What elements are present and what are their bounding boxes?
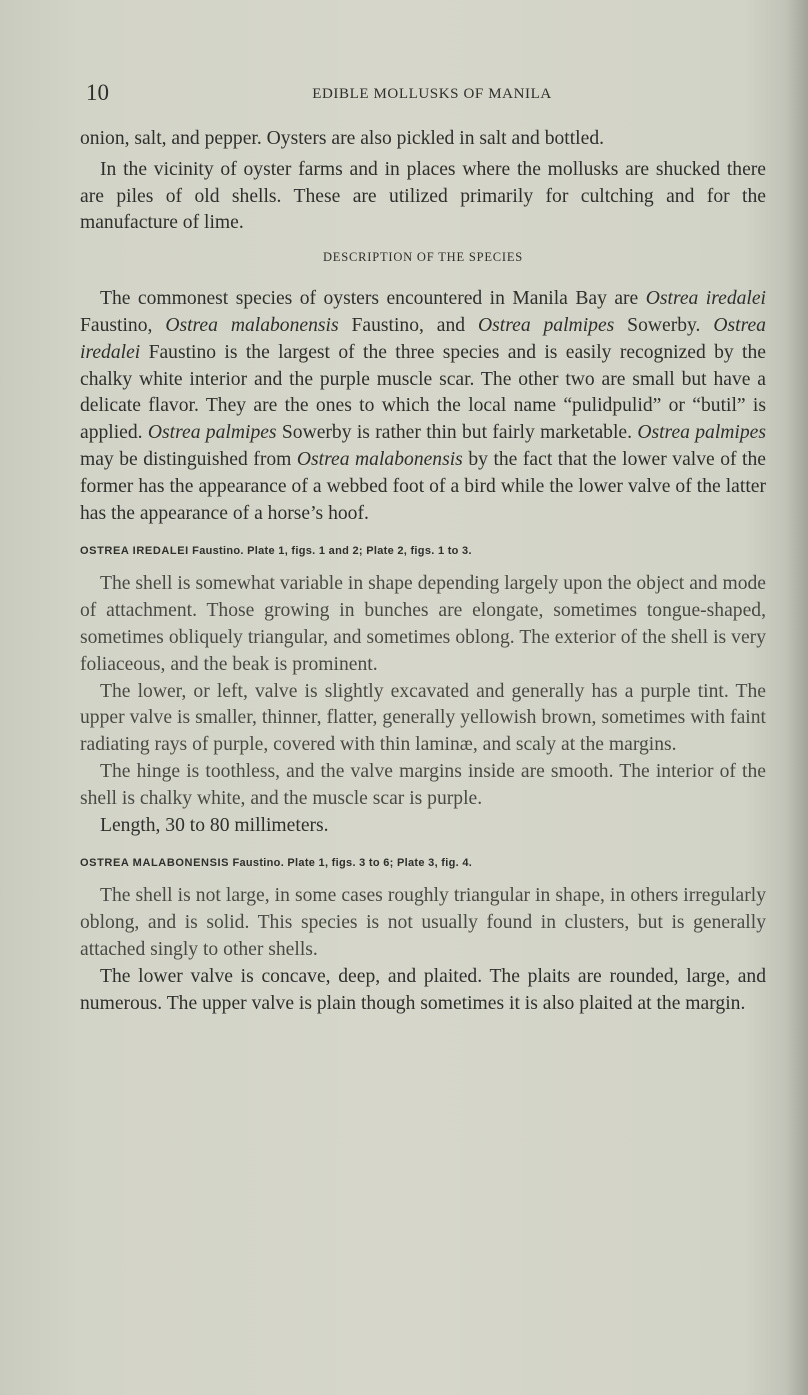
iredalei-length: Length, 30 to 80 millimeters. — [100, 814, 329, 836]
species-heading-iredalei: OSTREA IREDALEI Faustino. Plate 1, figs. 1 and 2; Plate 2, figs. 1 to 3. — [80, 545, 472, 558]
intro-paragraph-2: In the vicinity of oyster farms and in places where the mollusks are shucked there are piles of old shells. These are utilized primarily for cultching and for the manufacture of lime. — [80, 158, 766, 234]
species-name: Ostrea palmipes — [147, 422, 277, 444]
species-name: Ostrea malabonensis — [296, 448, 463, 470]
species-heading-malabonensis: OSTREA MALABONENSIS Faustino. Plate 1, figs. 3 to 6; Plate 3, fig. 4. — [80, 857, 473, 870]
page-body — [80, 126, 766, 1017]
malabonensis-paragraph-2: The lower valve is concave, deep, and plaited. The plaits are rounded, large, and numerous. The upper valve is plain though sometimes it is also plaited at the margin. — [80, 965, 766, 1014]
species-name: Ostrea palmipes — [637, 422, 766, 444]
intro-paragraph-1: onion, salt, and pepper. Oysters are also pickled in salt and bottled. — [80, 128, 605, 149]
species-name: Ostrea iredalei — [80, 314, 766, 363]
section-heading: DESCRIPTION OF THE SPECIES — [322, 250, 524, 265]
iredalei-paragraph-3: The hinge is toothless, and the valve margins inside are smooth. The interior of the shell is chalky white, and the muscle scar is purple. — [80, 760, 766, 809]
page-header — [84, 80, 770, 110]
iredalei-paragraph-1: The shell is somewhat variable in shape depending largely upon the object and mode of attachment. Those growing in bunches are elongate, sometimes tongue-shaped, sometimes obliquely triangular, and sometimes oblong. The exterior of the shell is very foliaceous, and the beak is prominent. — [80, 573, 766, 675]
malabonensis-paragraph-1: The shell is not large, in some cases roughly triangular in shape, in others irregularly oblong, and is solid. This species is not usually found in clusters, but is generally attached singly to other shells. — [80, 885, 766, 960]
running-head: EDIBLE MOLLUSKS OF MANILA — [312, 86, 552, 102]
species-name: Ostrea malabonensis — [165, 314, 339, 336]
description-paragraph: The commonest species of oysters encountered in Manila Bay are Ostrea iredalei Faustino, Ostrea malabonensis Faustino, and Ostrea palmipes Sowerby. Ostrea iredalei Faustino is the largest of the three species and is easily recognized by the chalky white interior and the purple muscle scar. The other two are small but have a delicate flavor. They are the ones to which the local name “pulidpulid” or “butil” is applied. Ostrea palmipes Sowerby is rather thin but fairly marketable. Ostrea palmipes may be distinguished from Ostrea malabonensis by the fact that the lower valve of the former has the appearance of a webbed foot of a bird while the lower valve of the latter has the appearance of a horse’s hoof. — [80, 288, 766, 524]
species-name: Ostrea palmipes — [478, 314, 615, 336]
page-edge-shadow — [786, 0, 808, 1395]
species-name: Ostrea iredalei — [645, 288, 766, 310]
iredalei-paragraph-2: The lower, or left, valve is slightly excavated and generally has a purple tint. The upper valve is smaller, thinner, flatter, generally yellowish brown, sometimes with faint radiating rays of purple, covered with thin laminæ, and scaly at the margins. — [80, 680, 766, 756]
page-number: 10 — [86, 80, 109, 105]
